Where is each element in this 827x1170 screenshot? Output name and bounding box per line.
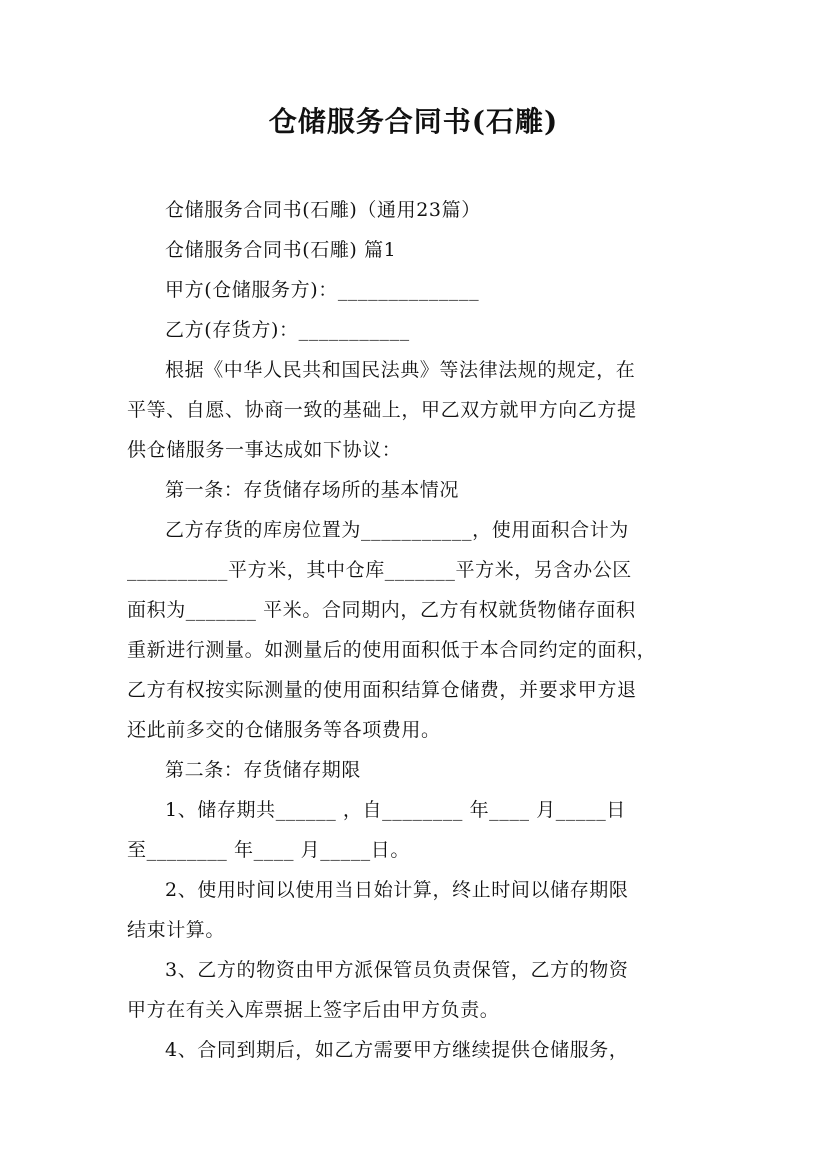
paragraph-line: 重新进行测量。如测量后的使用面积低于本合同约定的面积， (127, 639, 657, 661)
paragraph-line: 第二条：存货储存期限 (165, 759, 362, 781)
paragraph-line: 甲方在有关入库票据上签字后由甲方负责。 (127, 999, 500, 1021)
paragraph (127, 310, 701, 350)
paragraph-line: 乙方有权按实际测量的使用面积结算仓储费，并要求甲方退 (127, 679, 637, 701)
document-body (127, 190, 701, 1070)
paragraph-line: 甲方(仓储服务方)：______________ (165, 279, 480, 301)
paragraph-line: 根据《中华人民共和国民法典》等法律法规的规定，在 (165, 359, 636, 381)
paragraph (127, 270, 701, 310)
paragraph-line: 乙方(存货方)：___________ (165, 319, 410, 341)
paragraph-line: __________平方米，其中仓库_______平方米，另含办公区 (127, 559, 632, 581)
paragraph-line: 1、储存期共______ ，自________ 年____ 月_____日 (165, 799, 626, 821)
paragraph-line: 乙方存货的库房位置为___________，使用面积合计为 (165, 519, 629, 541)
paragraph-line: 仓储服务合同书(石雕) 篇1 (165, 239, 397, 261)
paragraph (127, 350, 701, 470)
paragraph-line: 4、合同到期后，如乙方需要甲方继续提供仓储服务， (165, 1039, 629, 1061)
paragraph-line: 至________ 年____ 月_____日。 (127, 839, 410, 861)
paragraph (127, 470, 701, 510)
paragraph-line: 还此前多交的仓储服务等各项费用。 (127, 719, 441, 741)
paragraph-line: 面积为_______ 平米。合同期内，乙方有权就货物储存面积 (127, 599, 636, 621)
paragraph-line: 平等、自愿、协商一致的基础上，甲乙双方就甲方向乙方提 (127, 399, 637, 421)
paragraph (127, 790, 701, 870)
document-title: 仓储服务合同书(石雕) (268, 105, 559, 138)
paragraph-line: 结束计算。 (127, 919, 226, 941)
paragraph (127, 950, 701, 1030)
paragraph (127, 190, 701, 230)
paragraph (127, 1030, 701, 1070)
paragraph-line: 供仓储服务一事达成如下协议： (127, 439, 402, 461)
paragraph-line: 仓储服务合同书(石雕)（通用23篇） (165, 199, 481, 221)
paragraph-line: 2、使用时间以使用当日始计算，终止时间以储存期限 (165, 879, 629, 901)
paragraph-line: 3、乙方的物资由甲方派保管员负责保管，乙方的物资 (165, 959, 629, 981)
paragraph-line: 第一条：存货储存场所的基本情况 (165, 479, 460, 501)
paragraph (127, 870, 701, 950)
paragraph (127, 510, 701, 750)
paragraph (127, 750, 701, 790)
paragraph (127, 230, 701, 270)
